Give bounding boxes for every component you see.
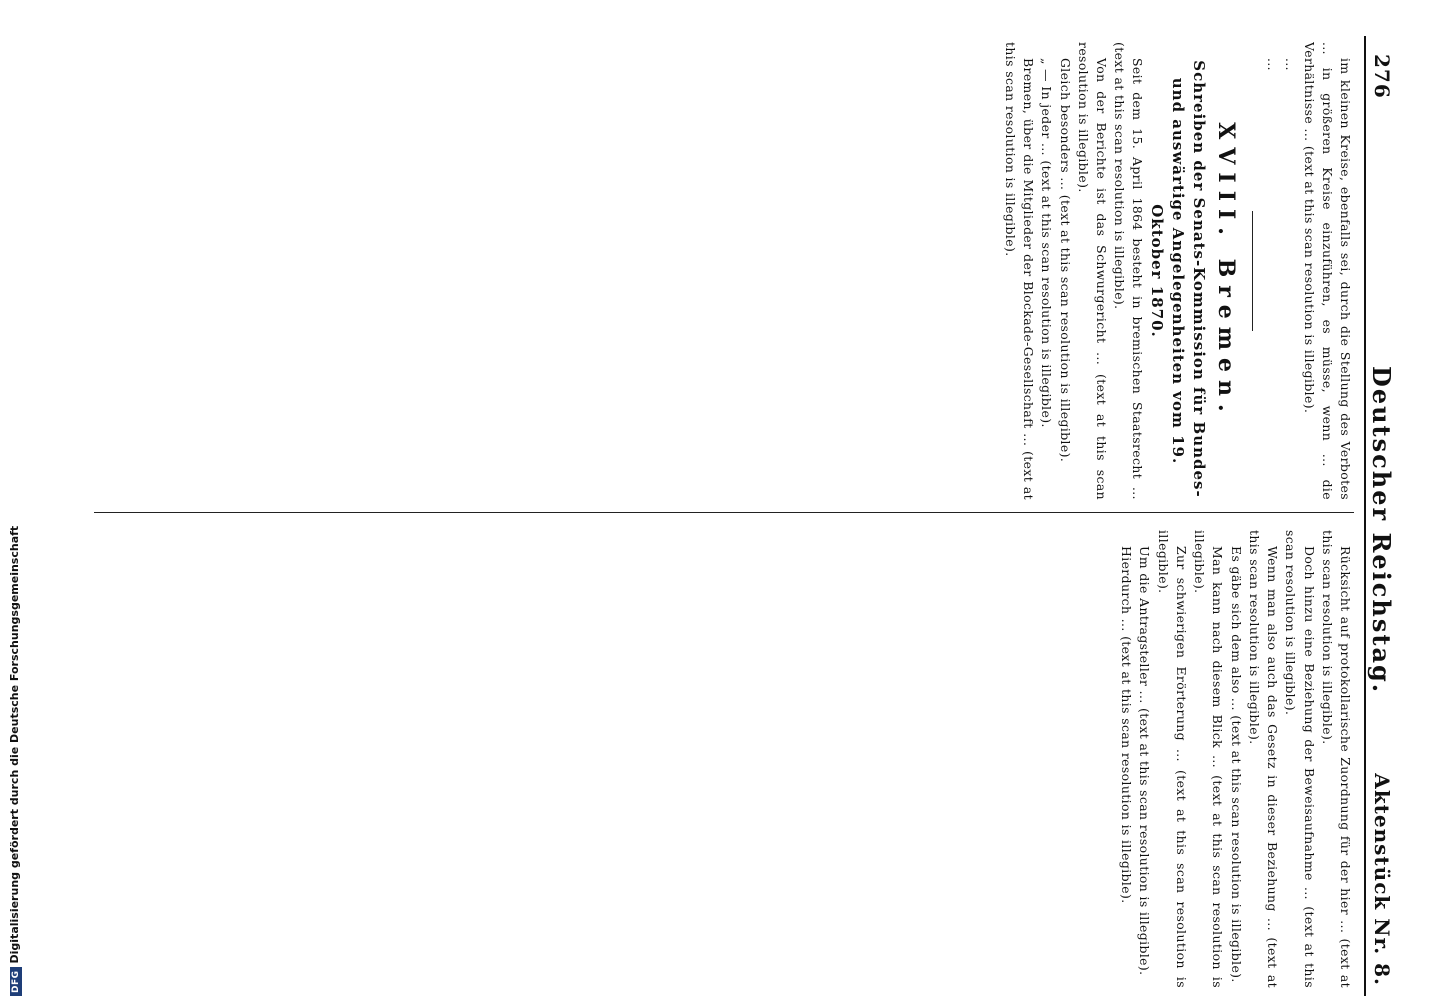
rotated-page — [70, 36, 1400, 996]
paragraph: im kleinen Kreise, ebenfalls sei, durch die Stellung des Verbotes ... in größeren Kreise einzuführen, es müsse, wenn ... die Verhältnisse ... (text at this scan resolution is illegible). — [1301, 42, 1353, 500]
paragraph: Gleich besonders ... (text at this scan resolution is illegible). — [1057, 58, 1073, 463]
paragraph: Es gäbe sich dem also ... (text at this scan resolution is illegible). — [1228, 546, 1244, 983]
page-title: Deutscher Reichstag. — [1367, 366, 1396, 695]
paragraph: Von der Berichte ist das Schwurgericht ... (text at this scan resolution is illegible). — [1075, 42, 1110, 500]
supplement-label: Aktenstück Nr. 8. — [1370, 773, 1394, 986]
section-heading: Schreiben der Senats-Kommission für Bundes- und auswärtige Angelegenheiten vom 19. Oktober 1870. — [1148, 60, 1209, 498]
right-column — [84, 530, 1354, 988]
digitization-credit — [8, 526, 22, 996]
section-number: XVIII. Bremen. — [1212, 122, 1239, 420]
dfg-logo: DFG — [10, 967, 22, 996]
paragraph: Man kann nach diesem Blick ... (text at this scan resolution is illegible). — [1192, 530, 1226, 988]
paragraph: Bremen, über die Mitglieder der Blockade-Gesellschaft ... (text at this scan resolution is illegible). — [1002, 42, 1037, 500]
paragraph: Zur schwierigen Erörterung ... (text at this scan resolution is illegible). — [1155, 530, 1189, 988]
paragraph: Wenn man also auch das Gesetz in dieser Beziehung ... (text at this scan resolution is illegible). — [1246, 530, 1281, 988]
paragraph: „ — In jeder ... (text at this scan resolution is illegible). — [1039, 58, 1055, 428]
credit-text: Digitalisierung gefördert durch die Deutsche Forschungsgemeinschaft — [8, 525, 21, 964]
paragraph: Rücksicht auf protokollarische Zuordnung für der hier ... (text at this scan resolution is illegible). — [1319, 530, 1353, 988]
paragraph: Seit dem 15. April 1864 besteht in bremischen Staatsrecht ... (text at this scan resolution is illegible). — [1112, 42, 1146, 500]
paragraph: Um die Antragsteller ... (text at this scan resolution is illegible). — [1137, 546, 1153, 976]
paragraph: ... — [1283, 58, 1299, 72]
column-divider — [94, 512, 1354, 513]
left-column — [84, 42, 1354, 500]
section-rule — [1252, 211, 1253, 331]
page-header — [1364, 36, 1400, 996]
page-number: 276 — [1370, 54, 1394, 99]
paragraph: Hierdurch ... (text at this scan resolution is illegible). — [1119, 546, 1135, 904]
paragraph: ... — [1265, 58, 1281, 72]
paragraph: Doch hinzu eine Beziehung der Beweisaufnahme ... (text at this scan resolution is illegible). — [1283, 530, 1317, 988]
